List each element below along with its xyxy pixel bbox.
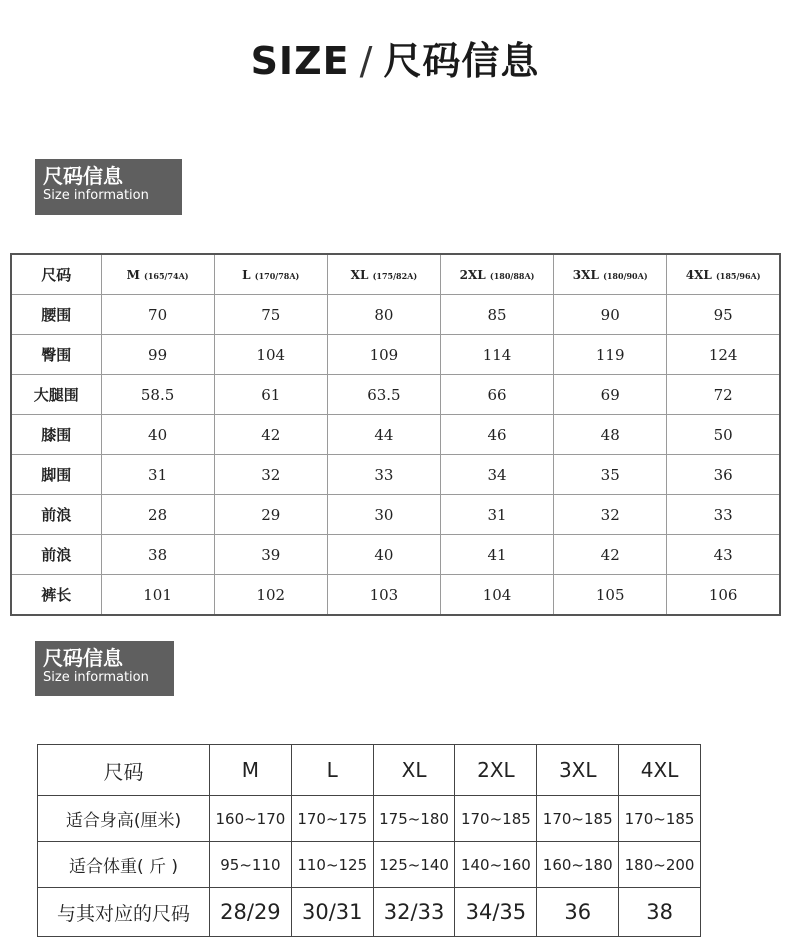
table-cell: 70 [101, 295, 214, 335]
table-cell: 63.5 [327, 375, 440, 415]
badge-title-en: Size information [43, 188, 149, 203]
table-cell: 170~175 [291, 796, 373, 842]
table-cell: 61 [214, 375, 327, 415]
table-row [11, 535, 780, 575]
table-cell: 102 [214, 575, 327, 616]
table-cell: 69 [554, 375, 667, 415]
table-cell: 40 [101, 415, 214, 455]
table-row [11, 575, 780, 616]
table-cell: 95~110 [210, 842, 292, 888]
table-cell: 80 [327, 295, 440, 335]
table-cell: 46 [440, 415, 553, 455]
size-header-cell: XL [373, 745, 455, 796]
table-cell: 32/33 [373, 888, 455, 937]
table-row [38, 888, 701, 937]
row-label: 前浪 [11, 495, 101, 535]
page-title-en: SIZE [250, 39, 350, 83]
table-header-row [38, 745, 701, 796]
table-cell: 28 [101, 495, 214, 535]
table-cell: 33 [327, 455, 440, 495]
table-cell: 101 [101, 575, 214, 616]
size-header-cell: L (170/78A) [214, 254, 327, 295]
table-cell: 36 [667, 455, 780, 495]
header-cell: 尺码 [11, 254, 101, 295]
table-header-row [11, 254, 780, 295]
size-header-cell: 4XL [619, 745, 701, 796]
table-cell: 39 [214, 535, 327, 575]
table-cell: 170~185 [455, 796, 537, 842]
row-label: 与其对应的尺码 [38, 888, 210, 937]
badge-title-en: Size information [43, 670, 149, 685]
table-row [11, 375, 780, 415]
table-cell: 31 [440, 495, 553, 535]
badge-title-cn: 尺码信息 [43, 646, 123, 670]
table-row [11, 335, 780, 375]
table-cell: 29 [214, 495, 327, 535]
table-cell: 160~170 [210, 796, 292, 842]
title-separator: / [359, 39, 374, 83]
row-label: 大腿围 [11, 375, 101, 415]
badge-title-cn: 尺码信息 [43, 164, 123, 188]
size-info-badge [35, 641, 174, 696]
row-label: 前浪 [11, 535, 101, 575]
row-label: 腰围 [11, 295, 101, 335]
size-header-cell: 4XL (185/96A) [667, 254, 780, 295]
page-title [0, 30, 790, 85]
size-fit-table [37, 744, 701, 937]
size-header-cell: M [210, 745, 292, 796]
table-cell: 34/35 [455, 888, 537, 937]
table-cell: 42 [554, 535, 667, 575]
row-label: 适合身高(厘米) [38, 796, 210, 842]
table-cell: 30 [327, 495, 440, 535]
size-measurement-table [10, 253, 781, 616]
table-cell: 38 [101, 535, 214, 575]
table-cell: 109 [327, 335, 440, 375]
size-header-cell: 2XL (180/88A) [440, 254, 553, 295]
table-cell: 28/29 [210, 888, 292, 937]
table-cell: 50 [667, 415, 780, 455]
table-cell: 124 [667, 335, 780, 375]
table-cell: 119 [554, 335, 667, 375]
size-header-cell: XL (175/82A) [327, 254, 440, 295]
table-cell: 31 [101, 455, 214, 495]
table-cell: 32 [554, 495, 667, 535]
table-cell: 160~180 [537, 842, 619, 888]
size-header-cell: L [291, 745, 373, 796]
table-cell: 40 [327, 535, 440, 575]
table-cell: 170~185 [537, 796, 619, 842]
size-header-cell: 3XL [537, 745, 619, 796]
table-cell: 180~200 [619, 842, 701, 888]
table-row [11, 295, 780, 335]
table-cell: 114 [440, 335, 553, 375]
size-info-badge [35, 159, 182, 215]
table-cell: 90 [554, 295, 667, 335]
table-cell: 43 [667, 535, 780, 575]
table-cell: 44 [327, 415, 440, 455]
table-cell: 32 [214, 455, 327, 495]
size-header-cell: 2XL [455, 745, 537, 796]
table-cell: 38 [619, 888, 701, 937]
table-cell: 30/31 [291, 888, 373, 937]
table-cell: 42 [214, 415, 327, 455]
row-label: 脚围 [11, 455, 101, 495]
page-title-cn: 尺码信息 [383, 39, 540, 83]
table-cell: 104 [440, 575, 553, 616]
table-cell: 125~140 [373, 842, 455, 888]
table-cell: 48 [554, 415, 667, 455]
size-header-cell: M (165/74A) [101, 254, 214, 295]
table-row [11, 415, 780, 455]
table-row [38, 796, 701, 842]
table-cell: 103 [327, 575, 440, 616]
table-row [38, 842, 701, 888]
size-header-cell: 3XL (180/90A) [554, 254, 667, 295]
table-cell: 170~185 [619, 796, 701, 842]
table-cell: 34 [440, 455, 553, 495]
table-cell: 140~160 [455, 842, 537, 888]
header-cell: 尺码 [38, 745, 210, 796]
table-cell: 75 [214, 295, 327, 335]
row-label: 适合体重( 斤 ) [38, 842, 210, 888]
row-label: 裤长 [11, 575, 101, 616]
table-row [11, 495, 780, 535]
table-cell: 104 [214, 335, 327, 375]
table-cell: 175~180 [373, 796, 455, 842]
table-cell: 35 [554, 455, 667, 495]
table-cell: 85 [440, 295, 553, 335]
table-row [11, 455, 780, 495]
table-cell: 72 [667, 375, 780, 415]
table-cell: 105 [554, 575, 667, 616]
table-cell: 95 [667, 295, 780, 335]
table-cell: 106 [667, 575, 780, 616]
table-cell: 66 [440, 375, 553, 415]
table-cell: 110~125 [291, 842, 373, 888]
table-cell: 33 [667, 495, 780, 535]
row-label: 膝围 [11, 415, 101, 455]
table-cell: 99 [101, 335, 214, 375]
table-cell: 58.5 [101, 375, 214, 415]
row-label: 臀围 [11, 335, 101, 375]
table-cell: 36 [537, 888, 619, 937]
table-cell: 41 [440, 535, 553, 575]
